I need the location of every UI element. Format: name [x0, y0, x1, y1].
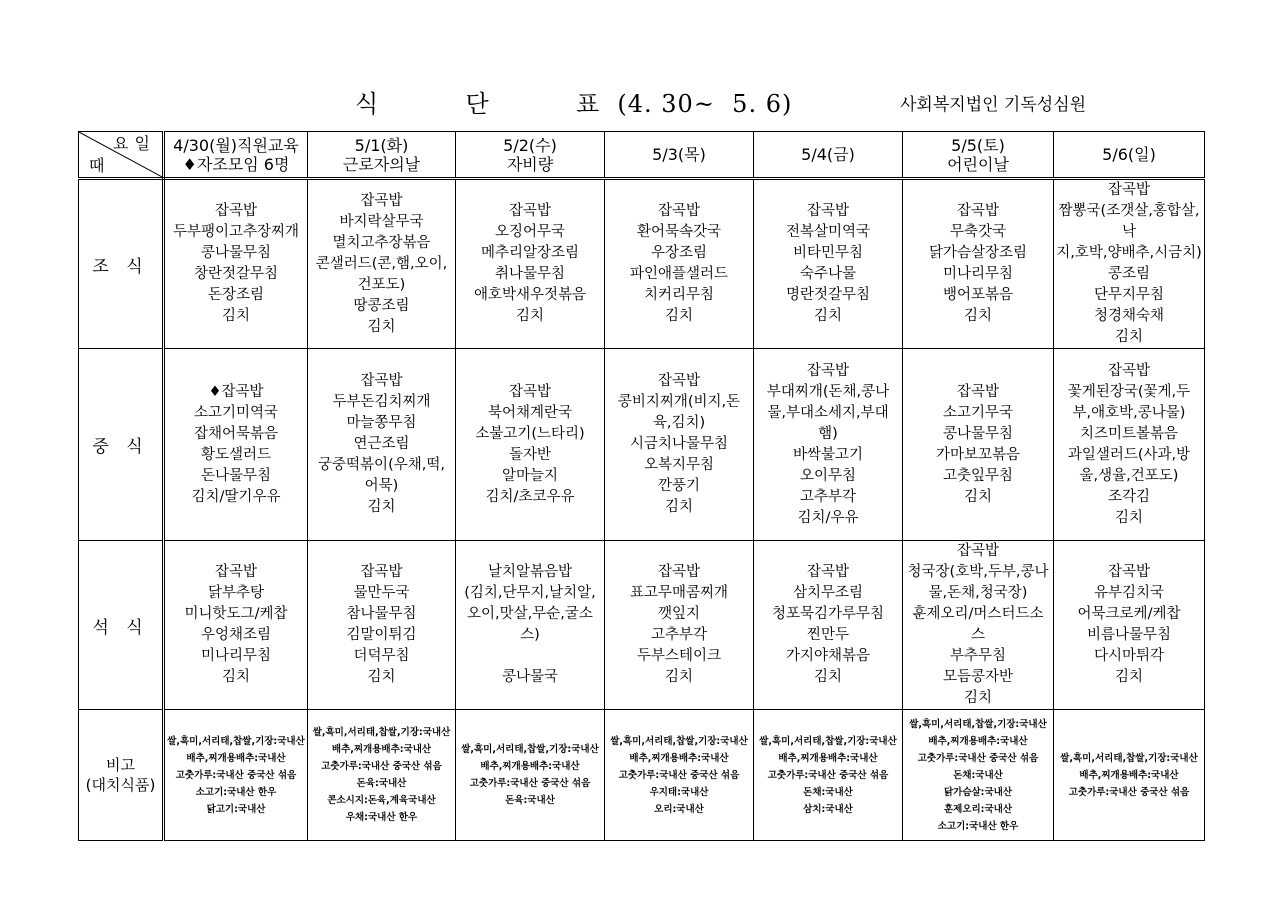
- origin-item: 고춧가루:국내산 중국산 섞음: [321, 761, 442, 772]
- menu-item: 짬뽕국(조갯살,홍합살,낙: [1058, 203, 1200, 240]
- menu-item: 김치/우유: [797, 509, 859, 526]
- menu-item: 다시마튀각: [1093, 648, 1165, 664]
- menu-cell: [605, 541, 754, 710]
- menu-item: 멸치고추장볶음: [332, 234, 431, 251]
- day-header: 5/2(수) 자비량: [456, 132, 605, 179]
- menu-item: 소고기미역국: [193, 404, 279, 421]
- origin-item: 쌀,흑미,서리태,찹쌀,기장:국내산: [167, 735, 305, 747]
- menu-item: 건포도): [357, 276, 406, 293]
- menu-cell: [903, 541, 1054, 710]
- notes-label: [79, 710, 164, 841]
- origin-item: 고춧가루:국내산 중국산 섞음: [917, 752, 1039, 764]
- menu-item: 김치: [664, 308, 693, 324]
- menu-item: 연근조림: [353, 436, 410, 452]
- menu-cell: [164, 179, 308, 349]
- menu-item: 더덕무침: [353, 648, 410, 664]
- dinner-row: [79, 541, 1205, 710]
- day-header: 4/30(월)직원교육 ♦자조모임 6명: [164, 132, 308, 179]
- origin-item: 돈채:국내산: [953, 769, 1003, 781]
- menu-item: 고춧잎무침: [942, 467, 1014, 484]
- origin-cell: [754, 710, 903, 841]
- menu-item: 치커리무침: [643, 287, 715, 303]
- menu-item: 김치: [221, 308, 250, 324]
- menu-cell: [456, 541, 605, 710]
- menu-cell: [903, 349, 1054, 541]
- menu-item: 김치: [1114, 329, 1143, 345]
- origin-item: 쌀,흑미,서리태,찹쌀,기장:국내산: [461, 744, 599, 755]
- menu-item: 명란젓갈무침: [785, 287, 871, 303]
- menu-item: 전복살미역국: [785, 224, 871, 240]
- menu-item: 모듬콩자반: [942, 669, 1014, 685]
- menu-cell: [164, 349, 308, 541]
- menu-item: 창란젓갈무침: [193, 266, 279, 282]
- menu-item: 청경채숙채: [1093, 308, 1165, 324]
- menu-item: 잡곡밥: [657, 564, 701, 580]
- menu-item: 햄): [818, 425, 838, 442]
- menu-item: 환어묵속갓국: [636, 224, 722, 240]
- menu-item: 고추부각: [799, 488, 857, 505]
- menu-item: 청국장(호박,두부,콩나: [907, 564, 1049, 580]
- menu-item: 김치: [664, 499, 693, 515]
- menu-cell: [308, 349, 456, 541]
- menu-item: 알마늘지: [501, 467, 559, 484]
- menu-item: 물만두국: [353, 585, 410, 601]
- origin-item: 콘소시지:돈육,계육국내산: [327, 795, 436, 806]
- menu-item: 부대찌개(돈채,콩나: [766, 383, 890, 400]
- menu-item: 김치: [813, 669, 842, 685]
- menu-cell: [308, 541, 456, 710]
- menu-item: 잡곡밥: [806, 362, 850, 379]
- menu-item: 돈장조림: [207, 287, 265, 303]
- menu-item: 김치: [963, 690, 992, 706]
- menu-item: 잡곡밥: [806, 564, 850, 580]
- menu-item: 콩조림: [1107, 266, 1151, 282]
- menu-item: 취나물무침: [494, 266, 566, 282]
- origin-item: 쌀,흑미,서리태,찹쌀,기장:국내산: [312, 727, 451, 738]
- origin-item: 배추,찌개용배추:국내산: [480, 761, 580, 772]
- menu-item: 물,돈채,청국장): [928, 585, 1028, 601]
- menu-item: 유부김치국: [1093, 585, 1165, 601]
- meal-label: 조 식: [79, 179, 164, 349]
- menu-item: 바싹불고기: [792, 446, 864, 463]
- menu-item: 어묵): [364, 478, 399, 494]
- menu-item: ♦잡곡밥: [208, 383, 264, 400]
- origin-cell: [605, 710, 754, 841]
- menu-item: 김치: [963, 488, 992, 505]
- menu-item: 잡곡밥: [360, 192, 403, 209]
- menu-item: 오징어무국: [494, 224, 566, 240]
- origin-item: 배추,찌개용배추:국내산: [186, 752, 286, 764]
- menu-item: 조각김: [1107, 488, 1151, 505]
- notes-label-line: 비고: [106, 756, 135, 774]
- menu-item: 잡곡밥: [508, 383, 552, 400]
- origin-item: 배추,찌개용배추:국내산: [928, 735, 1028, 747]
- origin-item: 쌀,흑미,서리태,찹쌀,기장:국내산: [1060, 752, 1198, 764]
- menu-item: 소고기무국: [942, 404, 1014, 421]
- meal-label: 석 식: [79, 541, 164, 710]
- lunch-row: [79, 349, 1205, 541]
- menu-item: 잡곡밥: [1107, 362, 1151, 379]
- menu-table: [78, 131, 1205, 841]
- organization-name: 사회복지법인 기독성심원: [900, 95, 1087, 115]
- menu-item: 잡곡밥: [214, 203, 258, 219]
- menu-item: 김치: [1114, 669, 1143, 685]
- menu-item: 우엉채조림: [200, 627, 272, 643]
- menu-cell: [1054, 349, 1205, 541]
- menu-item: 김치: [1114, 509, 1143, 526]
- menu-item: 잡곡밥: [1107, 564, 1151, 580]
- menu-item: 두부돈김치찌개: [332, 394, 431, 410]
- weekday-label: 요일: [113, 134, 156, 153]
- menu-item: 뱅어포볶음: [942, 287, 1014, 303]
- menu-item: 부,애호박,콩나물): [1072, 404, 1186, 421]
- menu-item: 돈나물무침: [200, 467, 272, 484]
- origin-item: 배추,찌개용배추:국내산: [778, 752, 878, 764]
- menu-item: 고추부각: [650, 627, 708, 643]
- menu-item: 김치: [367, 669, 396, 685]
- menu-item: 가마보꼬볶음: [935, 446, 1021, 463]
- menu-item: 애호박새우젓볶음: [473, 287, 587, 303]
- meal-label: 중 식: [79, 349, 164, 541]
- origin-item: 배추,찌개용배추:국내산: [331, 744, 432, 755]
- menu-item: 두부팽이고추장찌개: [172, 224, 300, 240]
- breakfast-row: [79, 179, 1205, 349]
- menu-item: 콩비지찌개(비지,돈: [617, 394, 741, 410]
- origin-item: 소고기:국내산 한우: [195, 786, 277, 798]
- origin-item: 돈육:국내산: [505, 795, 555, 806]
- menu-item: 콩나물무침: [942, 425, 1014, 442]
- origin-cell: [164, 710, 308, 841]
- day-header: 5/3(목): [605, 132, 754, 179]
- menu-item: 잡채어묵볶음: [193, 425, 279, 442]
- menu-item: 김치: [963, 308, 992, 324]
- origin-item: 쌀,흑미,서리태,찹쌀,기장:국내산: [759, 735, 897, 747]
- menu-item: 김치: [221, 669, 250, 685]
- menu-item: 깻잎지: [657, 606, 701, 622]
- menu-item: (김치,단무지,날치알,: [464, 585, 596, 601]
- menu-cell: [1054, 179, 1205, 349]
- origin-item: 우지태:국내산: [649, 786, 709, 798]
- menu-item: 김치: [367, 318, 396, 335]
- day-header: 5/1(화) 근로자의날: [308, 132, 456, 179]
- menu-item: 잡곡밥: [214, 564, 258, 580]
- menu-item: 오복지무침: [643, 457, 715, 473]
- menu-cell: [754, 179, 903, 349]
- menu-item: 표고무매콤찌개: [629, 585, 729, 601]
- menu-item: 콘샐러드(콘,햄,오이,: [315, 255, 448, 272]
- menu-item: 미나리무침: [942, 266, 1014, 282]
- menu-item: 잡곡밥: [657, 373, 701, 389]
- corner-cell: [79, 132, 164, 179]
- menu-item: 소불고기(느타리): [475, 425, 585, 442]
- page-title: 식 단 표 (4. 30~ 5. 6): [355, 90, 793, 118]
- day-header: 5/4(금): [754, 132, 903, 179]
- menu-item: 훈제오리/머스터드소: [912, 606, 1044, 622]
- origin-item: 소고기:국내산 한우: [937, 820, 1019, 832]
- menu-item: 오이,맛살,무순,굴소: [467, 606, 593, 622]
- menu-item: 어묵크로케/케찹: [1077, 606, 1181, 622]
- menu-item: 파인애플샐러드: [629, 266, 729, 282]
- menu-item: 콩나물무침: [200, 245, 272, 261]
- menu-item: 숙주나물: [799, 266, 857, 282]
- origin-item: 오리:국내산: [654, 803, 704, 815]
- menu-item: 메추리알장조림: [480, 245, 580, 261]
- menu-item: 미나리무침: [200, 648, 272, 664]
- menu-item: 참나물무침: [346, 606, 417, 622]
- menu-item: 땅콩조림: [353, 297, 410, 314]
- menu-cell: [164, 541, 308, 710]
- menu-item: 육,김치): [652, 415, 706, 431]
- origin-item: 배추,찌개용배추:국내산: [629, 752, 729, 764]
- origin-cell: [308, 710, 456, 841]
- menu-item: 부추무침: [949, 648, 1007, 664]
- origin-cell: [456, 710, 605, 841]
- origin-item: 고춧가루:국내산 중국산 섞음: [175, 769, 297, 781]
- menu-item: 가지야채볶음: [785, 648, 871, 664]
- origin-item: 우채:국내산 한우: [345, 812, 418, 823]
- menu-item: [458, 646, 602, 667]
- menu-item: 잡곡밥: [508, 203, 552, 219]
- origin-item: 닭가슴살:국내산: [943, 786, 1013, 798]
- menu-item: 삼치무조림: [792, 585, 864, 601]
- menu-item: 김말이튀김: [346, 627, 417, 643]
- menu-item: 미니핫도그/케찹: [184, 606, 288, 622]
- menu-item: 잡곡밥: [956, 383, 1000, 400]
- notes-label-line: (대치식품): [85, 776, 156, 794]
- menu-item: 청포묵김가루무침: [771, 606, 885, 622]
- menu-item: 바지락살무국: [339, 213, 424, 230]
- origin-item: 삼치:국내산: [803, 803, 853, 815]
- day-header: 5/6(일): [1054, 132, 1205, 179]
- menu-item: 꽃게된장국(꽃게,두: [1067, 383, 1191, 400]
- menu-item: 김치: [813, 308, 842, 324]
- menu-item: 깐풍기: [657, 478, 701, 494]
- menu-item: 김치: [367, 499, 396, 515]
- origin-item: 닭고기:국내산: [206, 803, 266, 815]
- menu-item: 마늘쫑무침: [346, 415, 417, 431]
- menu-item: 궁중떡볶이(우채,떡,: [318, 457, 445, 473]
- menu-item: 김치/초코우유: [485, 488, 575, 505]
- menu-item: 잡곡밥: [360, 373, 403, 389]
- menu-item: 찐만두: [806, 627, 850, 643]
- menu-item: 울,생율,건포도): [1079, 467, 1179, 484]
- menu-item: 잡곡밥: [360, 564, 403, 580]
- origin-item: 쌀,흑미,서리태,찹쌀,기장:국내산: [610, 735, 748, 747]
- origin-item: 고춧가루:국내산 중국산 섞음: [767, 769, 889, 781]
- menu-item: 시금치나물무침: [629, 436, 729, 452]
- menu-cell: [754, 349, 903, 541]
- menu-item: 우장조림: [650, 245, 708, 261]
- menu-cell: [1054, 541, 1205, 710]
- menu-item: 비타민무침: [792, 245, 864, 261]
- day-header: 5/5(토) 어린이날: [903, 132, 1054, 179]
- menu-item: 무축갓국: [949, 224, 1007, 240]
- menu-item: 치즈미트볼볶음: [1079, 425, 1179, 442]
- menu-item: 잡곡밥: [806, 203, 850, 219]
- menu-cell: [754, 541, 903, 710]
- menu-item: 북어채계란국: [487, 404, 573, 421]
- notes-row: [79, 710, 1205, 841]
- origin-item: 고춧가루:국내산 중국산 섞음: [1068, 786, 1190, 798]
- origin-cell: [903, 710, 1054, 841]
- menu-item: 비름나물무침: [1086, 627, 1172, 643]
- menu-cell: [605, 349, 754, 541]
- menu-item: 김치: [664, 669, 693, 685]
- origin-item: 훈제오리:국내산: [943, 803, 1013, 815]
- menu-item: 날치알볶음밥: [487, 564, 573, 580]
- menu-item: 지,호박,양배추,시금치): [1056, 245, 1202, 261]
- origin-item: 돈채:국내산: [803, 786, 853, 798]
- menu-cell: [456, 349, 605, 541]
- header-row: [79, 132, 1205, 179]
- origin-item: 고춧가루:국내산 중국산 섞음: [618, 769, 740, 781]
- menu-item: 닭부추탕: [207, 585, 265, 601]
- menu-item: 단무지무침: [1093, 287, 1165, 303]
- menu-item: 스: [970, 627, 985, 643]
- menu-item: 돌자반: [508, 446, 552, 463]
- menu-item: 두부스테이크: [636, 648, 722, 664]
- origin-cell: [1054, 710, 1205, 841]
- menu-item: 오이무침: [799, 467, 857, 484]
- menu-cell: [903, 179, 1054, 349]
- menu-item: 황도샐러드: [200, 446, 272, 463]
- menu-item: 잡곡밥: [956, 203, 1000, 219]
- meal-time-label: 때: [89, 156, 111, 175]
- menu-item: 물,부대소세지,부대: [767, 404, 889, 421]
- menu-item: 콩나물국: [501, 669, 559, 685]
- menu-cell: [308, 179, 456, 349]
- menu-item: 김치: [515, 308, 544, 324]
- menu-cell: [605, 179, 754, 349]
- origin-item: 고춧가루:국내산 중국산 섞음: [469, 778, 591, 789]
- menu-item: 잡곡밥: [1107, 182, 1151, 198]
- menu-item: 과일샐러드(사과,방: [1067, 446, 1191, 463]
- menu-item: 닭가슴살장조림: [928, 245, 1028, 261]
- origin-item: 배추,찌개용배추:국내산: [1079, 769, 1179, 781]
- menu-cell: [456, 179, 605, 349]
- origin-item: 돈육:국내산: [356, 778, 407, 789]
- menu-item: 잡곡밥: [956, 543, 1000, 559]
- menu-item: 김치/딸기우유: [191, 488, 281, 505]
- menu-item: 잡곡밥: [657, 203, 701, 219]
- origin-item: 쌀,흑미,서리태,찹쌀,기장:국내산: [909, 718, 1047, 730]
- menu-item: 스): [520, 627, 540, 643]
